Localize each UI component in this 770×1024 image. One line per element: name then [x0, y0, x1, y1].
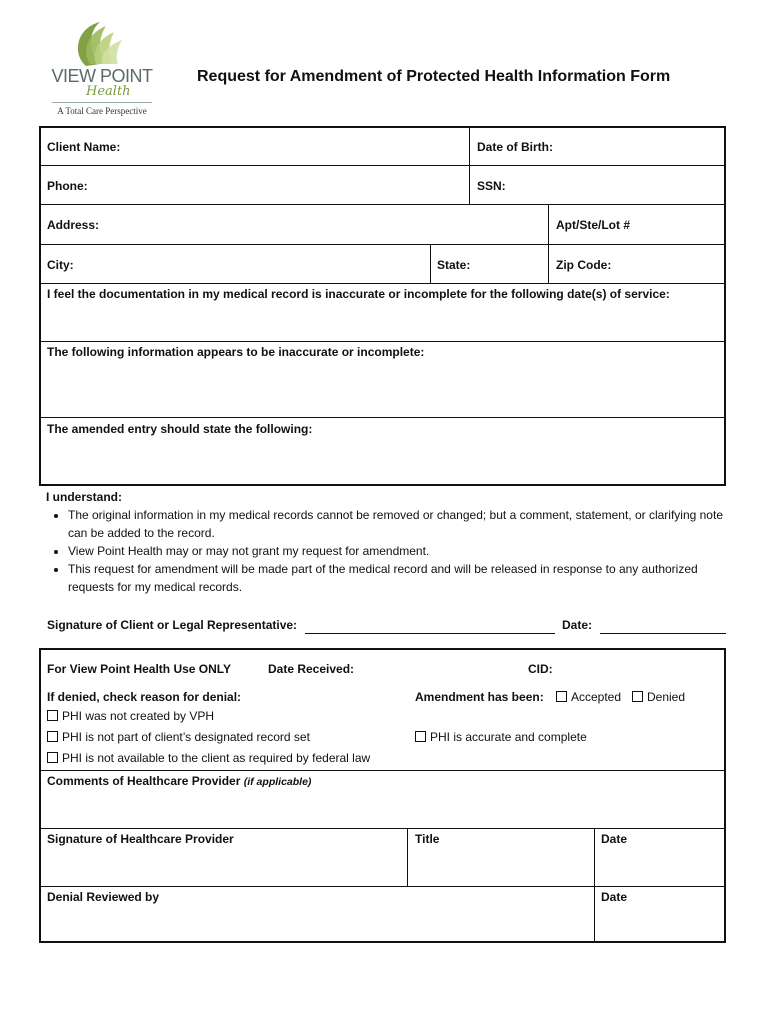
client-signature-line[interactable]	[305, 633, 555, 634]
ssn-field[interactable]: SSN:	[477, 179, 506, 193]
reason-label: PHI was not created by VPH	[62, 709, 215, 723]
reason-label: PHI is not available to the client as required by federal law	[62, 751, 371, 765]
city-field[interactable]: City:	[47, 258, 74, 272]
client-signature-label: Signature of Client or Legal Representative:	[47, 618, 298, 632]
checkbox-icon	[556, 691, 567, 702]
title-field[interactable]: Title	[415, 832, 440, 846]
divider	[39, 341, 726, 342]
reason-label: PHI is not part of client’s designated record set	[62, 730, 310, 744]
checkbox-icon	[415, 731, 426, 742]
checkbox-icon	[47, 731, 58, 742]
logo-tagline: A Total Care Perspective	[57, 106, 147, 116]
accepted-checkbox[interactable]	[556, 690, 621, 704]
denied-checkbox[interactable]	[632, 690, 685, 704]
provider-comments-field[interactable]	[47, 774, 311, 788]
cid-field[interactable]: CID:	[528, 662, 553, 676]
divider	[548, 204, 549, 283]
state-field[interactable]: State:	[437, 258, 471, 272]
amendment-status-label: Amendment has been:	[415, 690, 544, 704]
signature-date-line[interactable]	[600, 633, 726, 634]
divider	[39, 417, 726, 418]
date-of-birth-field[interactable]: Date of Birth:	[477, 140, 553, 154]
accepted-label: Accepted	[571, 690, 622, 704]
understand-item: • The original information in my medical records cannot be removed or changed; but a comment, statement, or clarifying note can be added to the record.	[68, 506, 736, 542]
comments-note: (if applicable)	[243, 776, 312, 788]
amended-entry-field[interactable]: The amended entry should state the following:	[47, 422, 313, 436]
divider	[39, 770, 726, 771]
view-point-health-logo	[48, 18, 156, 118]
reason-label: PHI is accurate and complete	[430, 730, 587, 744]
denied-label: Denied	[647, 690, 686, 704]
checkbox-icon	[47, 710, 58, 721]
review-date-field[interactable]: Date	[601, 890, 628, 904]
reason-checkbox-not-created[interactable]	[47, 709, 214, 723]
understand-item: • View Point Health may or may not grant my request for amendment.	[68, 542, 736, 560]
form-title: Request for Amendment of Protected Health Information Form	[197, 68, 671, 85]
divider	[407, 828, 408, 886]
divider	[39, 283, 726, 284]
understand-section	[46, 488, 736, 596]
comments-label: Comments of Healthcare Provider	[47, 774, 241, 788]
swirl-logo-icon	[66, 18, 136, 68]
provider-date-field[interactable]: Date	[601, 832, 628, 846]
signature-date-label: Date:	[562, 618, 593, 632]
divider	[39, 165, 726, 166]
divider	[39, 204, 726, 205]
divider	[469, 126, 470, 204]
logo-script-text: Health	[86, 84, 131, 99]
divider	[430, 244, 431, 283]
dates-of-service-field[interactable]: I feel the documentation in my medical record is inaccurate or incomplete for the following date(s) of service:	[47, 287, 670, 301]
logo-rule	[52, 102, 152, 103]
office-use-heading: For View Point Health Use ONLY	[47, 662, 232, 676]
divider	[39, 886, 726, 887]
inaccurate-info-field[interactable]: The following information appears to be inaccurate or incomplete:	[47, 345, 425, 359]
apt-field[interactable]: Apt/Ste/Lot #	[556, 218, 630, 232]
divider	[39, 828, 726, 829]
phone-field[interactable]: Phone:	[47, 179, 88, 193]
provider-signature-field[interactable]: Signature of Healthcare Provider	[47, 832, 234, 846]
denial-reason-heading: If denied, check reason for denial:	[47, 690, 242, 704]
zip-code-field[interactable]: Zip Code:	[556, 258, 612, 272]
understand-item: • This request for amendment will be made part of the medical record and will be released in response to any authorized requests for my medical records.	[68, 560, 736, 596]
reason-checkbox-accurate[interactable]	[415, 730, 587, 744]
checkbox-icon	[47, 752, 58, 763]
client-name-field[interactable]: Client Name:	[47, 140, 121, 154]
reason-checkbox-not-available[interactable]	[47, 751, 370, 765]
logo-brand-text: VIEW POINT	[51, 66, 153, 86]
reason-checkbox-not-record-set[interactable]	[47, 730, 310, 744]
address-field[interactable]: Address:	[47, 218, 100, 232]
checkbox-icon	[632, 691, 643, 702]
divider	[594, 828, 595, 943]
understand-heading: I understand:	[46, 490, 123, 504]
divider	[39, 244, 726, 245]
date-received-field[interactable]: Date Received:	[268, 662, 355, 676]
denial-reviewed-field[interactable]: Denial Reviewed by	[47, 890, 160, 904]
